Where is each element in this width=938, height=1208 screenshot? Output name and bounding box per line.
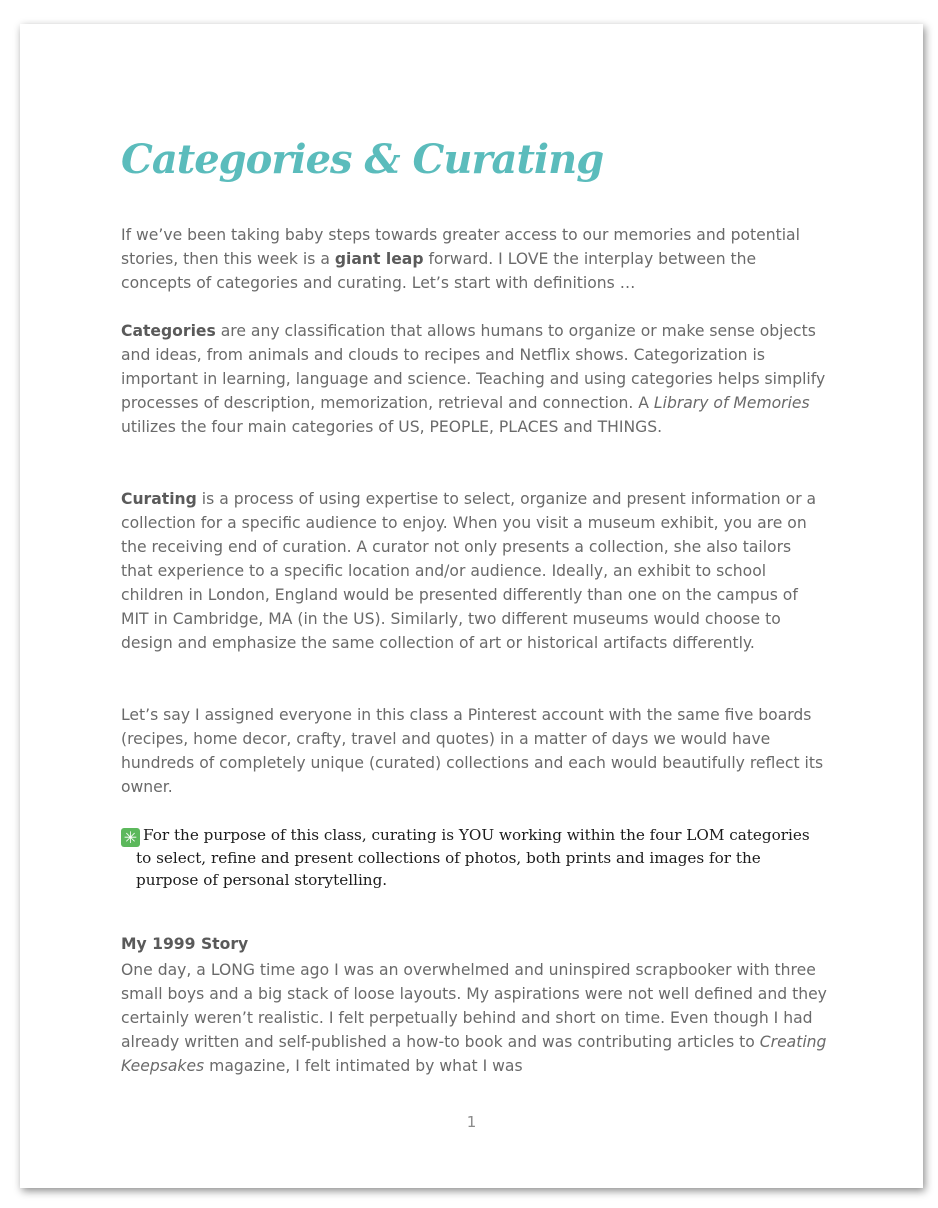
- curating-text: is a process of using expertise to select, organize and present information or a collection for a specific audience to enjoy. When you visit a museum exhibit, you are on the receiving end of curation. A curator not only presents a collection, she also tailors that experience to a specific location and/or audience. Ideally, an exhibit to school children in London, England would be presented differently than one on the campus of MIT in Cambridge, MA (in the US). Similarly, two different museums would choose to design and emphasize the same collection of art or historical artifacts differently.: [121, 490, 817, 652]
- note-rest: to select, refine and present collections of photos, both prints and images for the purpose of personal storytelling.: [136, 849, 761, 889]
- curating-paragraph: [121, 487, 827, 655]
- intro-bold: giant leap: [334, 250, 424, 268]
- pinterest-paragraph: Let’s say I assigned everyone in this class a Pinterest account with the same five boards (recipes, home decor, crafty, travel and quotes) in a matter of days we would have hundreds of completely unique (curated) collections and each would beautifully reflect its owner.: [121, 706, 824, 796]
- intro-paragraph: [121, 223, 827, 295]
- story-text-1: One day, a LONG time ago I was an overwhelmed and uninspired scrapbooker with three small boys and a big stack of loose layouts. My aspirations were not well defined and they certainly weren’t realistic. I felt perpetually behind and short on time. Even though I had already written and self-published a how-to book and was contributing articles to: [121, 961, 827, 1051]
- categories-italic: Library of Memories: [653, 394, 810, 412]
- sparkle-icon: ✳: [121, 828, 140, 847]
- intro-text-1: If we’ve been taking baby steps towards greater access to our memories and potential stories, then this week is a: [121, 226, 800, 268]
- page-number: 1: [466, 1113, 477, 1131]
- story-text-2: magazine, I felt intimated by what I was: [204, 1057, 523, 1075]
- categories-paragraph: [121, 319, 827, 439]
- categories-text-1: are any classification that allows humans to organize or make sense objects and ideas, from animals and clouds to recipes and Netflix shows. Categorization is important in learning, language and science. Teaching and using categories helps simplify processes of description, memorization, retrieval and connection. A: [121, 322, 826, 412]
- intro-text-2: forward. I LOVE the interplay between the concepts of categories and curating. Let’s start with definitions …: [121, 250, 757, 292]
- note-first-line: For the purpose of this class, curating is YOU working within the four LOM categories: [143, 826, 810, 844]
- class-note: [121, 824, 827, 891]
- document-page: [20, 24, 923, 1188]
- page-title: Categories & Curating: [121, 136, 604, 183]
- story-heading: My 1999 Story: [121, 935, 249, 953]
- categories-text-2: utilizes the four main categories of US, PEOPLE, PLACES and THINGS.: [121, 418, 663, 436]
- curating-term: Curating: [121, 490, 197, 508]
- story-italic: Creating Keepsakes: [121, 1033, 827, 1075]
- categories-term: Categories: [121, 322, 216, 340]
- story-paragraph: [121, 958, 827, 1078]
